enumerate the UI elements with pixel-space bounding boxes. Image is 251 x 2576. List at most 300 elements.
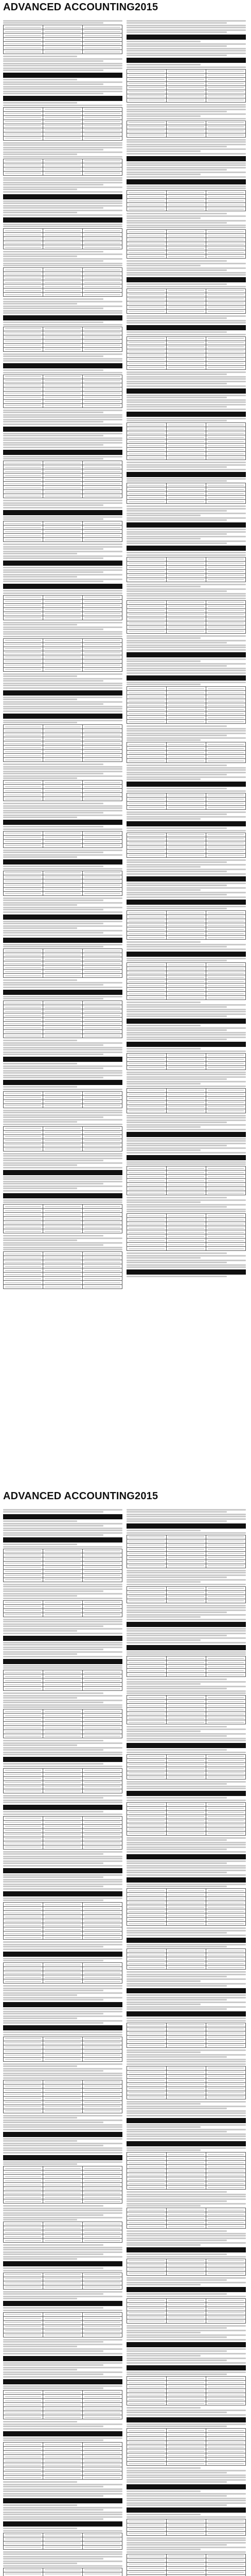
table-cell: [167, 1802, 206, 1806]
table-cell: [127, 1716, 167, 1720]
table-cell: [127, 336, 167, 341]
table-cell: [167, 487, 206, 492]
table-cell: [83, 395, 122, 399]
table-row: [127, 1239, 246, 1243]
text-line: [127, 1209, 246, 1210]
table-cell: [167, 1166, 206, 1171]
table-cell: [167, 1720, 206, 1724]
section-header: [3, 363, 122, 368]
table-cell: [43, 2333, 83, 2337]
table-cell: [206, 1247, 246, 1251]
table-cell: [43, 1772, 83, 1776]
table-cell: [83, 233, 122, 237]
table-cell: [206, 309, 246, 313]
table-cell: [43, 29, 83, 33]
table-cell: [83, 949, 122, 953]
table-cell: [4, 128, 43, 132]
text-line: [127, 642, 227, 643]
table-row: [127, 617, 246, 621]
table-cell: [206, 133, 246, 137]
table-cell: [167, 1590, 206, 1595]
table-cell: [167, 1564, 206, 1568]
text-line: [127, 944, 246, 945]
text-line: [3, 546, 122, 548]
table-cell: [167, 353, 206, 357]
text-line: [127, 1607, 246, 1608]
table-row: [4, 1205, 122, 1209]
table-cell: [83, 461, 122, 465]
text-line: [127, 164, 246, 166]
text-line: [127, 464, 246, 466]
table-cell: [206, 691, 246, 695]
table-row: [127, 2271, 246, 2275]
data-table: [3, 327, 122, 352]
table-cell: [43, 1009, 83, 1013]
table-row: [4, 1709, 122, 1714]
text-line: [3, 1188, 77, 1189]
table-row: [127, 996, 246, 1000]
table-cell: [83, 1776, 122, 1781]
table-cell: [4, 1209, 43, 1213]
table-row: [4, 2467, 122, 2471]
table-row: [4, 831, 122, 835]
section-header: [127, 472, 246, 477]
table-cell: [43, 1789, 83, 1793]
table-cell: [43, 289, 83, 293]
table-row: [127, 1918, 246, 1922]
table-cell: [127, 2302, 167, 2307]
table-cell: [4, 245, 43, 249]
table-cell: [83, 2105, 122, 2109]
table-cell: [167, 435, 206, 439]
table-cell: [127, 2035, 167, 2039]
text-line: [127, 1138, 246, 1140]
text-line: [3, 2293, 103, 2295]
text-line: [3, 2270, 122, 2272]
table-row: [127, 1957, 246, 1961]
text-line: [127, 225, 246, 226]
table-row: [4, 391, 122, 395]
table-cell: [127, 2074, 167, 2078]
table-cell: [127, 911, 167, 915]
table-cell: [206, 759, 246, 763]
table-row: [4, 159, 122, 163]
text-line: [3, 369, 103, 371]
text-line: [3, 419, 122, 420]
table-cell: [4, 1776, 43, 1781]
table-cell: [167, 1827, 206, 1831]
table-cell: [167, 2221, 206, 2225]
text-line: [3, 2369, 77, 2370]
table-cell: [83, 659, 122, 663]
section-header: [127, 2484, 246, 2489]
table-cell: [167, 195, 206, 199]
table-row: [127, 2453, 246, 2458]
table-cell: [83, 1936, 122, 1940]
table-cell: [127, 699, 167, 703]
text-line: [127, 1201, 201, 1203]
table-row: [127, 1230, 246, 1234]
text-line: [3, 2428, 122, 2430]
table-cell: [127, 69, 167, 73]
text-line: [3, 1183, 103, 1184]
table-cell: [167, 2307, 206, 2311]
text-line: [127, 1029, 227, 1031]
text-line: [3, 423, 122, 425]
table-cell: [43, 2105, 83, 2109]
table-cell: [43, 1260, 83, 1264]
table-cell: [4, 469, 43, 473]
table-row: [127, 613, 246, 617]
text-line: [3, 1700, 122, 1701]
table-row: [4, 2325, 122, 2329]
table-cell: [43, 1931, 83, 1936]
table-cell: [167, 73, 206, 77]
text-line: [3, 553, 77, 554]
table-cell: [206, 613, 246, 617]
table-cell: [83, 375, 122, 379]
table-cell: [206, 1088, 246, 1092]
table-row: [127, 1771, 246, 1775]
table-row: [127, 444, 246, 448]
text-line: [3, 2563, 77, 2564]
table-cell: [83, 2333, 122, 2337]
table-cell: [167, 561, 206, 565]
text-line: [3, 904, 77, 906]
table-row: [127, 2429, 246, 2433]
table-cell: [4, 2088, 43, 2092]
table-cell: [167, 2263, 206, 2267]
table-cell: [83, 241, 122, 245]
table-row: [4, 2455, 122, 2459]
table-cell: [206, 1100, 246, 1105]
table-row: [127, 452, 246, 456]
table-cell: [4, 1674, 43, 1679]
table-cell: [4, 2325, 43, 2329]
table-cell: [127, 1660, 167, 1665]
table-cell: [83, 2391, 122, 2395]
table-cell: [43, 1687, 83, 1691]
table-cell: [167, 1088, 206, 1092]
table-cell: [167, 496, 206, 500]
text-line: [3, 828, 122, 830]
table-cell: [43, 974, 83, 978]
data-table: [127, 1754, 246, 1780]
table-cell: [206, 1802, 246, 1806]
table-cell: [4, 2045, 43, 2049]
table-row: [4, 534, 122, 538]
table-cell: [83, 2222, 122, 2226]
table-cell: [4, 1613, 43, 1617]
table-cell: [167, 1539, 206, 1543]
table-cell: [4, 33, 43, 38]
table-row: [127, 2319, 246, 2323]
table-row: [127, 1823, 246, 1827]
table-cell: [127, 691, 167, 695]
table-cell: [4, 1730, 43, 1734]
table-cell: [206, 1230, 246, 1234]
text-line: [127, 883, 246, 884]
text-line: [127, 2490, 201, 2492]
text-line: [127, 409, 246, 410]
text-line: [127, 1752, 246, 1753]
table-cell: [206, 849, 246, 853]
table-cell: [83, 1726, 122, 1730]
table-cell: [43, 2572, 83, 2576]
table-cell: [206, 1179, 246, 1183]
table-cell: [127, 2315, 167, 2319]
text-line: [127, 1619, 246, 1620]
data-table: [3, 2080, 122, 2113]
table-cell: [4, 375, 43, 379]
table-row: [127, 1590, 246, 1595]
table-row: [127, 1802, 246, 1806]
text-line: [127, 2542, 246, 2544]
table-cell: [43, 486, 83, 490]
text-line: [3, 1530, 122, 1531]
section-header: [127, 900, 246, 905]
text-line: [127, 109, 246, 110]
table-row: [4, 1217, 122, 1221]
data-table: [127, 1166, 246, 1195]
table-row: [127, 492, 246, 496]
table-row: [127, 1700, 246, 1704]
table-row: [127, 357, 246, 361]
table-cell: [4, 2187, 43, 2191]
table-cell: [4, 2277, 43, 2281]
table-cell: [206, 230, 246, 234]
text-line: [127, 2353, 246, 2354]
table-cell: [43, 2537, 83, 2541]
table-row: [4, 293, 122, 297]
table-row: [4, 2476, 122, 2480]
table-row: [127, 707, 246, 711]
text-line: [127, 2293, 227, 2295]
table-cell: [43, 2459, 83, 2463]
text-line: [127, 1614, 246, 1616]
table-row: [4, 2407, 122, 2411]
table-cell: [206, 1109, 246, 1113]
table-cell: [83, 1205, 122, 1209]
table-cell: [167, 1551, 206, 1555]
section-header: [127, 412, 246, 417]
text-line: [3, 2518, 103, 2520]
table-cell: [43, 883, 83, 887]
table-cell: [127, 2397, 167, 2401]
text-line: [3, 2022, 103, 2024]
table-cell: [43, 403, 83, 408]
table-row: [127, 716, 246, 720]
table-cell: [4, 339, 43, 343]
table-row: [4, 1923, 122, 1927]
text-line: [127, 776, 246, 778]
text-line: [3, 2070, 103, 2072]
table-cell: [83, 2080, 122, 2084]
text-line: [3, 500, 122, 501]
text-line: [127, 728, 246, 730]
text-line: [127, 946, 227, 947]
table-cell: [4, 1091, 43, 1095]
table-row: [4, 1772, 122, 1776]
data-table: [127, 1948, 246, 1970]
text-line: [3, 205, 122, 207]
table-row: [4, 1565, 122, 1569]
text-line: [3, 1754, 122, 1755]
table-cell: [206, 2523, 246, 2527]
table-row: [4, 2037, 122, 2041]
table-row: [4, 1833, 122, 1837]
table-cell: [167, 230, 206, 234]
text-line: [3, 1121, 77, 1123]
table-cell: [43, 1573, 83, 1578]
table-row: [127, 711, 246, 716]
table-row: [127, 1247, 246, 1251]
data-table: [3, 780, 122, 801]
table-cell: [4, 2037, 43, 2041]
table-cell: [4, 1841, 43, 1845]
table-cell: [127, 703, 167, 707]
table-cell: [127, 1949, 167, 1953]
table-cell: [167, 2558, 206, 2562]
text-line: [3, 925, 122, 927]
table-cell: [4, 2234, 43, 2239]
text-line: [3, 2031, 122, 2033]
table-cell: [167, 703, 206, 707]
table-row: [4, 403, 122, 408]
table-row: [127, 608, 246, 613]
table-cell: [43, 1816, 83, 1820]
table-cell: [43, 970, 83, 974]
table-cell: [43, 1604, 83, 1608]
data-table: [127, 1053, 246, 1070]
table-cell: [127, 759, 167, 763]
table-row: [127, 1712, 246, 1716]
text-line: [127, 2355, 201, 2357]
text-line: [3, 1621, 122, 1622]
table-cell: [127, 687, 167, 691]
table-cell: [206, 967, 246, 971]
table-cell: [206, 427, 246, 431]
table-cell: [4, 875, 43, 879]
table-cell: [127, 1061, 167, 1065]
text-line: [3, 2247, 122, 2248]
table-cell: [83, 2049, 122, 2053]
table-cell: [127, 2462, 167, 2466]
text-line: [3, 312, 122, 314]
data-table: [3, 871, 122, 896]
table-cell: [4, 494, 43, 498]
table-row: [4, 1225, 122, 1229]
table-cell: [4, 38, 43, 42]
text-line: [127, 1511, 227, 1513]
table-cell: [43, 737, 83, 741]
table-row: [4, 29, 122, 33]
text-line: [3, 1985, 122, 1987]
table-cell: [206, 2263, 246, 2267]
text-line: [3, 2253, 103, 2255]
text-line: [3, 2307, 103, 2309]
table-cell: [43, 2080, 83, 2084]
table-row: [4, 1147, 122, 1151]
table-cell: [83, 276, 122, 280]
text-line: [3, 1546, 122, 1548]
table-row: [127, 349, 246, 353]
table-cell: [206, 1810, 246, 1815]
table-cell: [83, 1026, 122, 1030]
table-cell: [43, 2096, 83, 2100]
text-line: [127, 139, 246, 141]
table-cell: [43, 1971, 83, 1975]
table-row: [127, 234, 246, 238]
text-line: [127, 1143, 246, 1144]
table-cell: [127, 720, 167, 724]
table-row: [127, 1897, 246, 1901]
table-row: [127, 967, 246, 971]
table-cell: [127, 801, 167, 805]
table-cell: [4, 1967, 43, 1971]
table-cell: [43, 2277, 83, 2281]
text-line: [127, 1683, 201, 1685]
table-cell: [43, 2084, 83, 2088]
table-cell: [4, 879, 43, 883]
table-cell: [83, 1104, 122, 1108]
text-line: [3, 2528, 77, 2529]
table-cell: [4, 2100, 43, 2105]
text-line: [127, 383, 227, 384]
table-row: [4, 758, 122, 762]
text-line: [127, 106, 246, 108]
table-row: [127, 2458, 246, 2462]
table-cell: [4, 335, 43, 339]
text-line: [3, 775, 122, 777]
table-cell: [127, 1656, 167, 1660]
table-cell: [83, 2273, 122, 2277]
text-line: [3, 921, 122, 922]
table-row: [4, 2541, 122, 2545]
section-header: [3, 2379, 122, 2384]
table-row: [4, 659, 122, 663]
table-row: [4, 1730, 122, 1734]
table-cell: [127, 2161, 167, 2165]
table-row: [127, 1669, 246, 1673]
text-line: [127, 1692, 246, 1694]
table-cell: [127, 345, 167, 349]
table-cell: [127, 125, 167, 129]
table-cell: [167, 984, 206, 988]
table-cell: [167, 305, 206, 309]
data-table: [127, 2519, 246, 2536]
text-line: [127, 2472, 227, 2473]
table-cell: [43, 745, 83, 750]
table-cell: [4, 663, 43, 667]
table-cell: [4, 241, 43, 245]
text-line: [3, 83, 103, 85]
table-row: [4, 2053, 122, 2057]
table-cell: [127, 931, 167, 936]
text-line: [127, 645, 246, 646]
table-cell: [4, 387, 43, 391]
table-cell: [43, 339, 83, 343]
table-cell: [127, 617, 167, 621]
table-row: [127, 423, 246, 427]
text-line: [127, 593, 246, 595]
text-line: [127, 1874, 246, 1876]
section-header: [3, 1514, 122, 1519]
table-row: [4, 2179, 122, 2183]
text-line: [3, 1190, 122, 1192]
table-cell: [167, 923, 206, 927]
table-cell: [43, 379, 83, 383]
